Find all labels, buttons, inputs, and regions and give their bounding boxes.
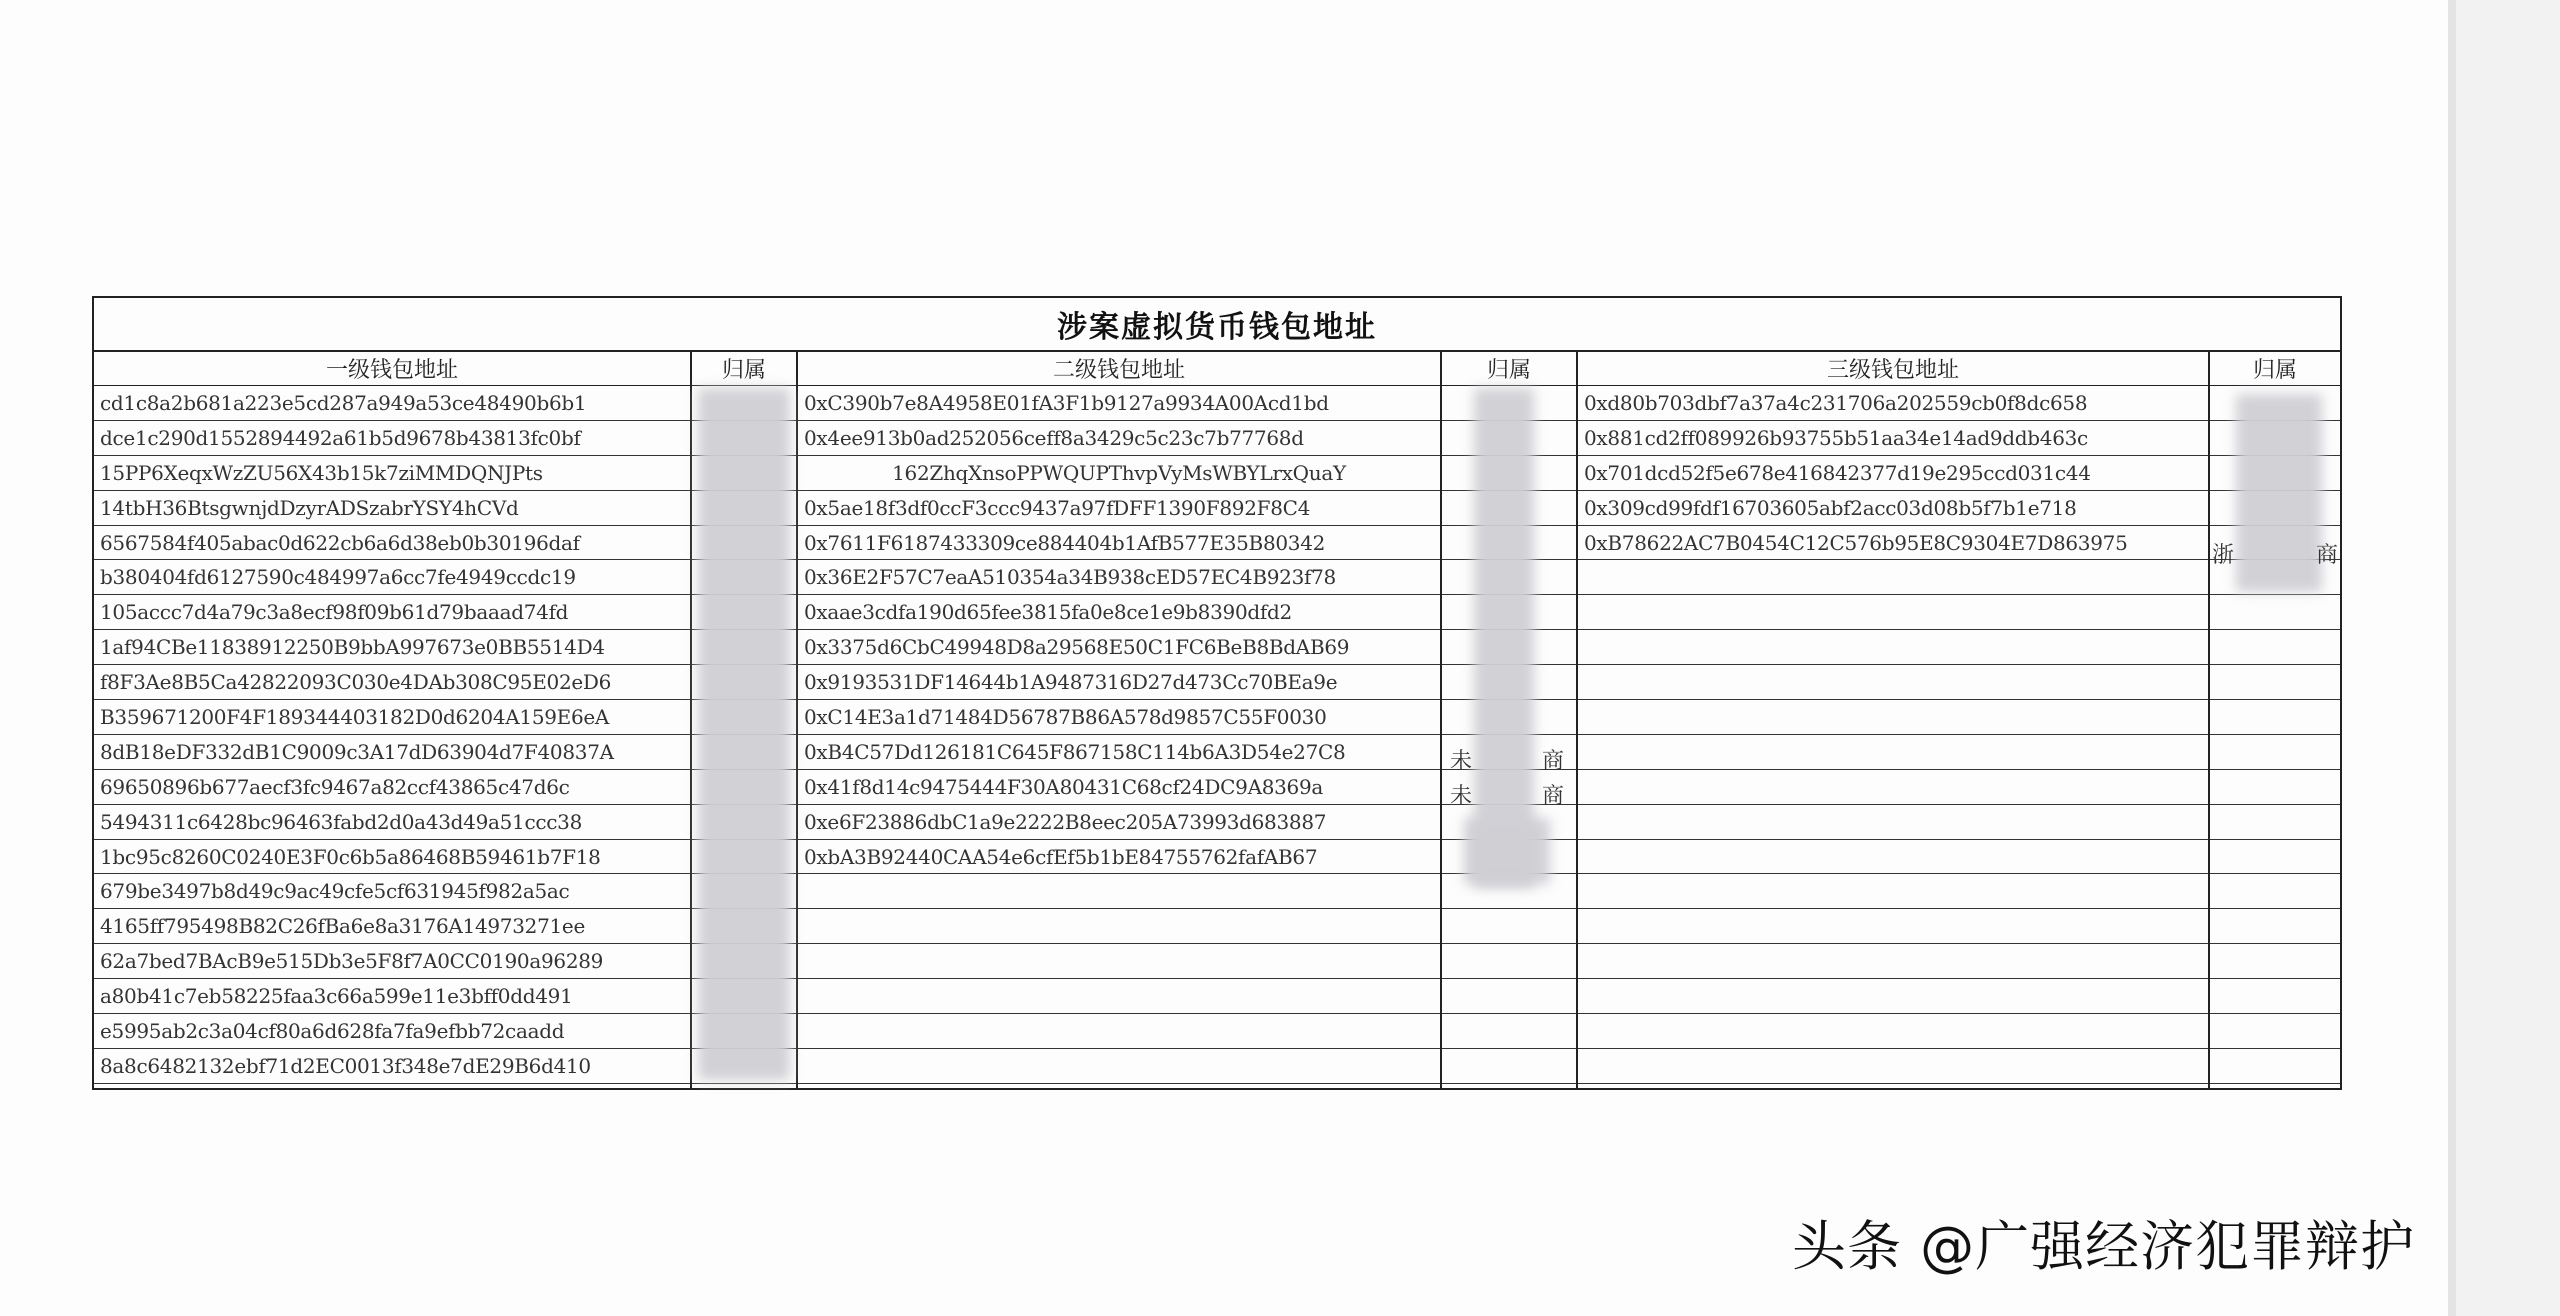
owner3-fragment: 浙 (2212, 543, 2235, 568)
owner3-cell (2210, 700, 2340, 735)
owner3-cell (2210, 909, 2340, 944)
level1-address-cell: f8F3Ae8B5Ca42822093C030e4DAb308C95E02eD6 (94, 665, 690, 700)
level2-address-cell (798, 944, 1440, 979)
level1-column (94, 352, 690, 1088)
level2-address-cell: 0x41f8d14c9475444F30A80431C68cf24DC9A8369a (798, 770, 1440, 805)
level1-address-cell: 5494311c6428bc96463fabd2d0a43d49a51ccc38 (94, 805, 690, 840)
owner3-cell (2210, 1049, 2340, 1084)
level3-address-cell (1578, 595, 2208, 630)
level1-address-cell: 6567584f405abac0d622cb6a6d38eb0b30196daf (94, 526, 690, 561)
owner3-cell (2210, 944, 2340, 979)
level1-address-cell: cd1c8a2b681a223e5cd287a949a53ce48490b6b1 (94, 386, 690, 421)
level1-address-cell: B359671200F4F189344403182D0d6204A159E6eA (94, 700, 690, 735)
level1-address-cell: 62a7bed7BAcB9e515Db3e5F8f7A0CC0190a96289 (94, 944, 690, 979)
level2-column (798, 352, 1440, 1088)
level3-address-cell (1578, 770, 2208, 805)
level3-address-cell: 0x701dcd52f5e678e416842377d19e295ccd031c44 (1578, 456, 2208, 491)
level1-header: 一级钱包地址 (94, 352, 690, 386)
owner3-fragment: 商 (2316, 543, 2339, 568)
redaction-blur (698, 388, 790, 1080)
level3-address-cell (1578, 909, 2208, 944)
owner3-cell (2210, 595, 2340, 630)
level2-address-cell: 0xC14E3a1d71484D56787B86A578d9857C55F0030 (798, 700, 1440, 735)
level3-header: 三级钱包地址 (1578, 352, 2208, 386)
level1-address-cell: 8dB18eDF332dB1C9009c3A17dD63904d7F40837A (94, 735, 690, 770)
level1-address-cell: 1bc95c8260C0240E3F0c6b5a86468B59461b7F18 (94, 840, 690, 875)
level2-address-cell: 0xe6F23886dbC1a9e2222B8eec205A73993d683887 (798, 805, 1440, 840)
owner3-cell (2210, 770, 2340, 805)
page-edge (2448, 0, 2456, 1316)
owner2-fragment: 商 (1542, 749, 1565, 774)
level3-address-cell: 0xB78622AC7B0454C12C576b95E8C9304E7D863975 (1578, 526, 2208, 561)
level2-address-cell (798, 979, 1440, 1014)
level2-address-cell (798, 1049, 1440, 1084)
level3-address-cell (1578, 944, 2208, 979)
wallet-address-table (92, 296, 2342, 1090)
owner1-header: 归属 (692, 352, 796, 386)
owner3-header: 归属 (2210, 352, 2340, 386)
level3-address-cell (1578, 630, 2208, 665)
level1-address-cell: 15PP6XeqxWzZU56X43b15k7ziMMDQNJPts (94, 456, 690, 491)
owner3-cell (2210, 874, 2340, 909)
viewer-gutter (2456, 0, 2560, 1316)
level1-address-cell: e5995ab2c3a04cf80a6d628fa7fa9efbb72caadd (94, 1014, 690, 1049)
level2-address-cell: 0x3375d6CbC49948D8a29568E50C1FC6BeB8BdAB69 (798, 630, 1440, 665)
level1-address-cell: 4165ff795498B82C26fBa6e8a3176A14973271ee (94, 909, 690, 944)
owner3-cell (2210, 735, 2340, 770)
owner2-cell (1442, 1014, 1576, 1049)
level2-address-cell: 0x4ee913b0ad252056ceff8a3429c5c23c7b77768d (798, 421, 1440, 456)
level2-address-cell: 0x7611F6187433309ce884404b1AfB577E35B80342 (798, 526, 1440, 561)
owner2-cell (1442, 944, 1576, 979)
level3-address-cell (1578, 979, 2208, 1014)
level3-address-cell (1578, 560, 2208, 595)
table-title: 涉案虚拟货币钱包地址 (94, 298, 2340, 352)
level3-address-cell (1578, 735, 2208, 770)
owner3-cell (2210, 630, 2340, 665)
owner2-cell (1442, 1049, 1576, 1084)
owner3-cell (2210, 805, 2340, 840)
level3-address-cell (1578, 700, 2208, 735)
redaction-blur (1474, 388, 1534, 888)
owner2-fragment: 未 (1450, 784, 1473, 809)
level3-address-cell (1578, 874, 2208, 909)
watermark: 头条 @广强经济犯罪辩护 (1792, 1215, 2416, 1278)
level2-address-cell (798, 1014, 1440, 1049)
owner2-fragment: 未 (1450, 749, 1473, 774)
level3-address-cell (1578, 1049, 2208, 1084)
level3-address-cell (1578, 805, 2208, 840)
owner3-cell (2210, 979, 2340, 1014)
owner3-cell (2210, 840, 2340, 875)
level2-address-cell: 0x9193531DF14644b1A9487316D27d473Cc70BEa9e (798, 665, 1440, 700)
owner2-header: 归属 (1442, 352, 1576, 386)
level1-address-cell: dce1c290d1552894492a61b5d9678b43813fc0bf (94, 421, 690, 456)
level1-address-cell: 69650896b677aecf3fc9467a82ccf43865c47d6c (94, 770, 690, 805)
level2-address-cell: 0x5ae18f3df0ccF3ccc9437a97fDFF1390F892F8C4 (798, 491, 1440, 526)
level2-address-cell: 0xaae3cdfa190d65fee3815fa0e8ce1e9b8390dfd2 (798, 595, 1440, 630)
level2-address-cell: 0x36E2F57C7eaA510354a34B938cED57EC4B923f78 (798, 560, 1440, 595)
owner3-cell (2210, 1014, 2340, 1049)
level1-address-cell: 1af94CBe11838912250B9bbA997673e0BB5514D4 (94, 630, 690, 665)
level3-address-cell: 0x309cd99fdf16703605abf2acc03d08b5f7b1e718 (1578, 491, 2208, 526)
level1-address-cell: 679be3497b8d49c9ac49cfe5cf631945f982a5ac (94, 874, 690, 909)
level3-address-cell (1578, 665, 2208, 700)
redaction-blur (2236, 394, 2322, 592)
level1-address-cell: 14tbH36BtsgwnjdDzyrADSzabrYSY4hCVd (94, 491, 690, 526)
level2-address-cell (798, 909, 1440, 944)
level1-address-cell: b380404fd6127590c484997a6cc7fe4949ccdc19 (94, 560, 690, 595)
level2-address-cell (798, 874, 1440, 909)
level3-address-cell (1578, 1014, 2208, 1049)
level3-address-cell (1578, 840, 2208, 875)
level3-address-cell: 0xd80b703dbf7a37a4c231706a202559cb0f8dc658 (1578, 386, 2208, 421)
level3-address-cell: 0x881cd2ff089926b93755b51aa34e14ad9ddb463c (1578, 421, 2208, 456)
redaction-blur (1464, 818, 1550, 884)
owner2-cell (1442, 979, 1576, 1014)
level2-address-cell: 0xC390b7e8A4958E01fA3F1b9127a9934A00Acd1bd (798, 386, 1440, 421)
level2-header: 二级钱包地址 (798, 352, 1440, 386)
level1-address-cell: a80b41c7eb58225faa3c66a599e11e3bff0dd491 (94, 979, 690, 1014)
owner3-cell (2210, 665, 2340, 700)
level1-address-cell: 8a8c6482132ebf71d2EC0013f348e7dE29B6d410 (94, 1049, 690, 1084)
level2-address-cell: 0xbA3B92440CAA54e6cfEf5b1bE84755762fafAB67 (798, 840, 1440, 875)
owner2-cell (1442, 909, 1576, 944)
level1-address-cell: 105accc7d4a79c3a8ecf98f09b61d79baaad74fd (94, 595, 690, 630)
level3-column (1578, 352, 2208, 1088)
level2-address-cell: 0xB4C57Dd126181C645F867158C114b6A3D54e27C8 (798, 735, 1440, 770)
level2-address-cell: 162ZhqXnsoPPWQUPThvpVyMsWBYLrxQuaY (798, 456, 1440, 491)
owner2-fragment: 商 (1542, 784, 1565, 809)
